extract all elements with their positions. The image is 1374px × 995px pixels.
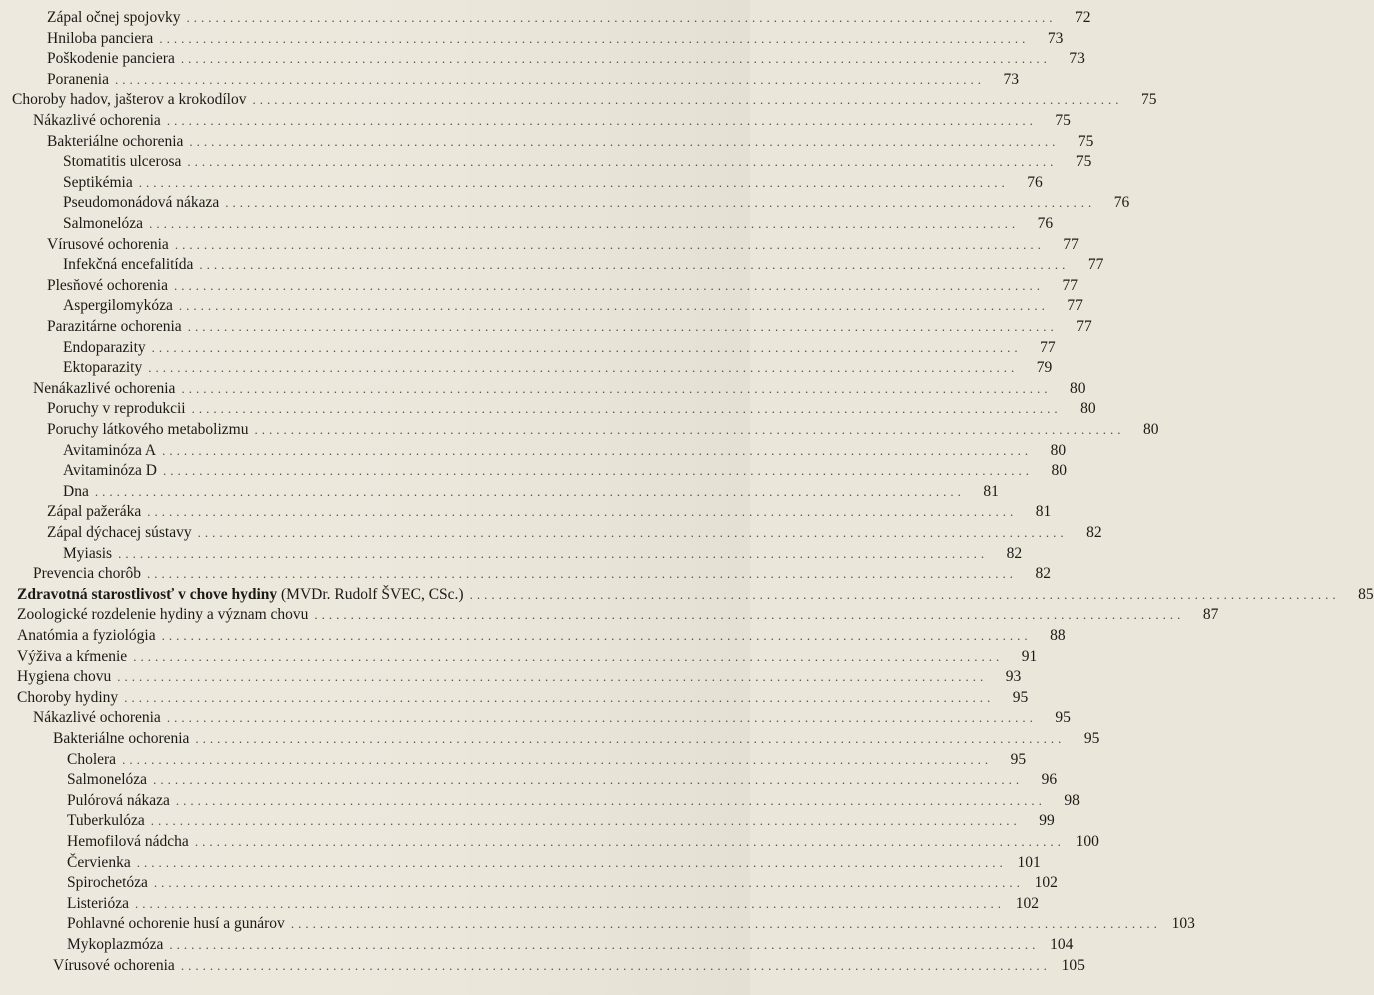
toc-entry (0, 481, 999, 502)
toc-entry-page: 77 (1040, 338, 1056, 356)
dot-leader: ........................................................................................................................ (169, 937, 1040, 952)
toc-entry-title: Vírusové ochorenia (53, 956, 175, 974)
toc-entry-title: Poranenia (47, 70, 109, 88)
dot-leader: ........................................................................................................................ (195, 731, 1066, 746)
toc-entry-title: Endoparazity (63, 338, 146, 356)
toc-entry (0, 398, 1096, 419)
toc-entry-page: 75 (1077, 132, 1094, 150)
dot-leader: ........................................................................................................................ (114, 71, 985, 87)
toc-entry-page: 77 (1076, 318, 1092, 335)
toc-entry-page: 77 (1067, 297, 1083, 315)
dot-leader: ........................................................................................................................ (180, 957, 1051, 973)
dot-leader: ........................................................................................................................ (194, 834, 1065, 849)
toc-entry (0, 831, 1099, 852)
toc-entry-title: Výživa a kŕmenie (17, 647, 128, 665)
toc-entry (0, 625, 1066, 646)
toc-entry-title: Hemofilová nádcha (67, 833, 189, 850)
toc-entry-title: Pseudomonádová nákaza (63, 194, 220, 212)
dot-leader: ........................................................................................................................ (469, 586, 1340, 602)
toc-entry (0, 295, 1083, 316)
toc-entry-page: 75 (1075, 153, 1092, 171)
toc-entry (0, 707, 1071, 728)
toc-entry (0, 69, 1019, 90)
toc-entry-title: Avitaminóza A (63, 441, 157, 459)
toc-entry (0, 254, 1104, 275)
dot-leader: ........................................................................................................................ (136, 854, 1007, 870)
dot-leader: ........................................................................................................................ (147, 504, 1018, 520)
dot-leader: ........................................................................................................................ (134, 895, 1005, 911)
dot-leader: ........................................................................................................................ (173, 277, 1044, 293)
toc-entry (0, 192, 1130, 213)
toc-entry (0, 790, 1080, 811)
dot-leader: ........................................................................................................................ (118, 545, 989, 561)
dot-leader: ........................................................................................................................ (133, 648, 1004, 664)
dot-leader: ........................................................................................................................ (181, 380, 1052, 396)
toc-entry-title: Poškodenie panciera (47, 50, 175, 68)
toc-entry-page: 81 (1035, 503, 1052, 521)
toc-entry (0, 522, 1102, 543)
dot-leader: ........................................................................................................................ (187, 319, 1058, 334)
toc-entry (0, 563, 1052, 584)
toc-entry-page: 93 (1005, 668, 1022, 686)
toc-entry-page: 80 (1142, 421, 1159, 438)
dot-leader: ........................................................................................................................ (290, 916, 1161, 932)
toc-entry (0, 584, 1374, 605)
toc-entry-page: 91 (1021, 647, 1038, 665)
toc-entry-page: 82 (1035, 565, 1052, 583)
toc-entry (0, 440, 1067, 461)
toc-entry (0, 7, 1091, 28)
toc-entry-title: Plesňové ochorenia (47, 276, 168, 294)
toc-entry-page: 87 (1202, 606, 1219, 624)
toc-entry (0, 810, 1055, 831)
toc-entry (0, 893, 1039, 914)
toc-entry-page: 76 (1037, 215, 1054, 232)
toc-entry-title: Hygiena chovu (17, 668, 112, 686)
toc-entry-page: 100 (1075, 833, 1099, 850)
toc-entry-page: 77 (1087, 256, 1104, 274)
toc-entry-title: Salmonelóza (63, 215, 144, 232)
dot-leader: ........................................................................................................................ (254, 422, 1125, 437)
dot-leader: ........................................................................................................................ (252, 92, 1123, 108)
toc-entry (0, 378, 1086, 399)
toc-entry-title: Pulórová nákaza (67, 791, 170, 809)
toc-entry (0, 934, 1074, 955)
dot-leader: ........................................................................................................................ (150, 813, 1021, 829)
dot-leader: ........................................................................................................................ (149, 216, 1020, 231)
toc-entry-title: Poruchy látkového metabolizmu (47, 421, 249, 438)
toc-entry-title: Prevencia chorôb (33, 565, 142, 583)
toc-entry-title: Stomatitis ulcerosa (63, 153, 182, 171)
toc-entry-title: Infekčná encefalitída (63, 256, 194, 274)
toc-entry-title: Septikémia (63, 173, 133, 191)
dot-leader: ........................................................................................................................ (159, 30, 1030, 46)
toc-entry-page: 81 (983, 482, 999, 500)
dot-leader: ........................................................................................................................ (162, 442, 1033, 458)
toc-entry-page: 77 (1063, 235, 1079, 253)
toc-entry (0, 687, 1029, 708)
dot-leader: ........................................................................................................................ (191, 401, 1062, 417)
toc-entry-title: Anatómia a fyziológia (17, 627, 156, 644)
dot-leader: ........................................................................................................................ (162, 463, 1033, 479)
toc-entry (0, 604, 1219, 625)
dot-leader: ........................................................................................................................ (225, 195, 1096, 211)
dot-leader: ........................................................................................................................ (175, 792, 1046, 808)
toc-entry (0, 151, 1092, 172)
toc-entry-page: 76 (1027, 173, 1043, 191)
toc-entry-page: 82 (1086, 524, 1102, 541)
toc-entry-title: Zápal pažeráka (47, 503, 142, 521)
dot-leader: ........................................................................................................................ (94, 483, 965, 499)
dot-leader: ........................................................................................................................ (153, 772, 1024, 788)
dot-leader: ........................................................................................................................ (138, 174, 1009, 190)
dot-leader: ........................................................................................................................ (166, 710, 1037, 726)
toc-entry-title: Zoologické rozdelenie hydiny a význam chovu (17, 606, 309, 624)
toc-entry (0, 131, 1094, 152)
dot-leader: ........................................................................................................................ (199, 257, 1070, 273)
toc-entry-title: Zápal očnej spojovky (47, 9, 181, 26)
toc-entry (0, 728, 1100, 749)
toc-entry-page: 95 (1083, 730, 1100, 747)
toc-entry-title: Hniloba panciera (47, 29, 154, 47)
toc-entry (0, 337, 1056, 358)
toc-entry (0, 749, 1027, 770)
toc-entry-page: 95 (1010, 750, 1027, 768)
toc-entry-page: 77 (1062, 276, 1078, 294)
toc-entry-page: 99 (1039, 812, 1055, 830)
toc-entry-page: 102 (1015, 894, 1039, 912)
dot-leader: ........................................................................................................................ (166, 113, 1037, 128)
toc-entry-title: Choroby hydiny (17, 688, 119, 706)
toc-entry (0, 501, 1052, 522)
dot-leader: ........................................................................................................................ (187, 154, 1058, 170)
toc-entry-page: 80 (1080, 400, 1096, 418)
toc-entry-page: 72 (1074, 9, 1091, 26)
dot-leader: ........................................................................................................................ (189, 133, 1060, 149)
toc-entry-page: 102 (1034, 874, 1058, 892)
toc-entry-title: Myiasis (63, 544, 113, 562)
toc-entry-page: 96 (1041, 771, 1058, 789)
toc-entry-page: 103 (1171, 915, 1195, 933)
toc-entry-title: Spirochetóza (67, 874, 148, 892)
toc-entry-page: 75 (1055, 112, 1071, 129)
toc-entry-title: Poruchy v reprodukcii (47, 400, 186, 418)
toc-entry-title: Aspergilomykóza (63, 297, 173, 315)
toc-entry (0, 357, 1053, 378)
toc-entry (0, 234, 1079, 255)
toc-entry-page: 82 (1006, 544, 1023, 562)
toc-entry-title: Parazitárne ochorenia (47, 318, 182, 335)
toc-entry-title: Ektoparazity (63, 359, 143, 377)
toc-entry (0, 48, 1085, 69)
toc-entry (0, 543, 1023, 564)
toc-entry-title: Tuberkulóza (67, 812, 145, 830)
toc-entry-title: Nákazlivé ochorenia (33, 112, 161, 129)
toc-entry-author: (MVDr. Rudolf ŠVEC, CSc.) (277, 585, 464, 603)
toc-entry-page: 73 (1047, 29, 1064, 47)
toc-entry-title: Červienka (67, 853, 131, 871)
toc-entry-page: 80 (1069, 379, 1086, 397)
toc-entry-title: Vírusové ochorenia (47, 235, 169, 253)
dot-leader: ........................................................................................................................ (124, 689, 995, 705)
toc-entry (0, 460, 1067, 481)
toc-entry-title: Bakteriálne ochorenia (53, 730, 190, 747)
toc-entry (0, 316, 1092, 337)
dot-leader: ........................................................................................................................ (314, 607, 1185, 623)
dot-leader: ........................................................................................................................ (174, 236, 1045, 252)
dot-leader: ........................................................................................................................ (148, 360, 1019, 376)
toc-entry-title: Choroby hadov, jašterov a krokodílov (12, 91, 247, 109)
dot-leader: ........................................................................................................................ (178, 298, 1049, 314)
toc-entry (0, 913, 1195, 934)
toc-entry (0, 213, 1054, 234)
dot-leader: ........................................................................................................................ (186, 10, 1057, 25)
toc-entry-page: 85 (1358, 585, 1374, 603)
dot-leader: ........................................................................................................................ (147, 566, 1018, 582)
toc-entry-title: Bakteriálne ochorenia (47, 132, 184, 150)
toc-entry-title: Nákazlivé ochorenia (33, 709, 161, 727)
toc-entry-title: Salmonelóza (67, 771, 148, 789)
toc-entry-title: Nenákazlivé ochorenia (33, 379, 176, 397)
toc-entry (0, 872, 1058, 893)
toc-entry-title: Cholera (67, 750, 117, 768)
toc-entry-page: 80 (1050, 441, 1067, 459)
dot-leader: ........................................................................................................................ (151, 339, 1022, 355)
toc-entry (0, 28, 1064, 49)
dot-leader: ........................................................................................................................ (180, 51, 1051, 67)
toc-entry-page: 73 (1003, 70, 1019, 88)
toc-entry-title: Dna (63, 482, 89, 500)
dot-leader: ........................................................................................................................ (153, 875, 1024, 891)
toc-entry-page: 101 (1017, 853, 1041, 871)
dot-leader: ........................................................................................................................ (197, 525, 1068, 540)
toc-entry-page: 80 (1051, 462, 1067, 480)
toc-entry-title: Mykoplazmóza (67, 936, 164, 953)
toc-entry-title: Zápal dýchacej sústavy (47, 524, 192, 541)
toc-entry (0, 769, 1058, 790)
toc-entry-page: 104 (1050, 936, 1074, 953)
toc-entry-page: 76 (1113, 194, 1130, 212)
toc-entry (0, 646, 1038, 667)
dot-leader: ........................................................................................................................ (117, 669, 988, 685)
toc-entry-title (17, 584, 464, 605)
dot-leader: ........................................................................................................................ (122, 751, 993, 767)
toc-entry-page: 105 (1061, 956, 1085, 974)
toc-entry-page: 95 (1012, 688, 1029, 706)
toc-entry-page: 88 (1050, 627, 1066, 644)
toc-entry (0, 172, 1043, 193)
toc-entry-page: 73 (1069, 50, 1085, 68)
toc-entry-page: 79 (1036, 359, 1053, 377)
toc-entry-title: Pohlavné ochorenie husí a gunárov (67, 915, 285, 933)
toc-entry (0, 110, 1071, 131)
dot-leader: ........................................................................................................................ (161, 628, 1032, 643)
toc-entry (0, 666, 1022, 687)
toc-entry (0, 852, 1041, 873)
toc-entry-title: Listerióza (67, 894, 129, 912)
toc-entry-page: 98 (1064, 791, 1080, 809)
toc-entry (0, 955, 1085, 976)
toc-entry (0, 275, 1078, 296)
toc-entry-title-bold: Zdravotná starostlivosť v chove hydiny (17, 585, 278, 603)
toc-entry-page: 75 (1140, 91, 1157, 109)
toc-entry-title: Avitaminóza D (63, 462, 157, 480)
toc-entry (0, 419, 1159, 440)
toc-entry-page: 95 (1055, 709, 1071, 727)
toc-entry (0, 89, 1157, 110)
